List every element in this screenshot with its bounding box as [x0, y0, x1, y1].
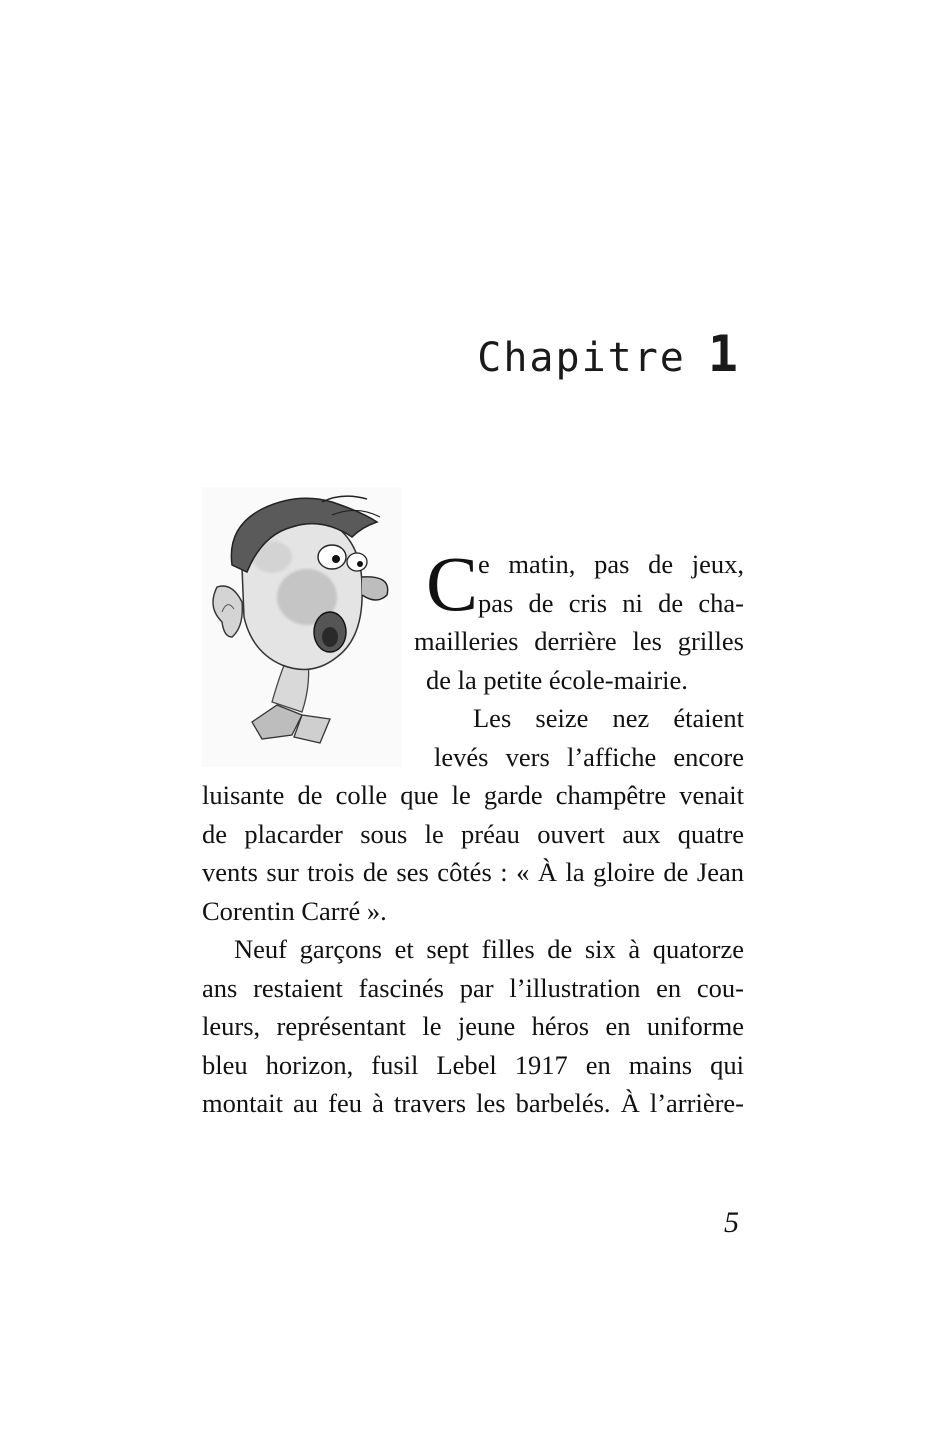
text-line: de la petite école-mairie.: [426, 664, 688, 695]
text-line: vents sur trois de ses côtés : « À la gloire de Jean: [202, 857, 744, 887]
page-number: 5: [724, 1206, 739, 1239]
text-line: luisante de colle que le garde champêtre venait: [202, 780, 744, 810]
chapter-text: [202, 540, 744, 1123]
text-line: Les seize nez étaient: [473, 703, 744, 733]
text-line: leurs, représentant le jeune héros en uniforme: [202, 1011, 744, 1041]
text-line: e matin, pas de jeux,: [478, 549, 744, 579]
drop-cap: C: [426, 540, 479, 627]
text-line: levés vers l’affiche encore: [434, 741, 744, 772]
text-line: montait au feu à travers les barbelés. À l’arrière-: [202, 1088, 744, 1118]
text-line: ans restaient fascinés par l’illustration en cou-: [202, 972, 744, 1003]
chapter-title: [477, 325, 740, 383]
text-line: mailleries derrière les grilles: [414, 626, 744, 656]
text-line: Corentin Carré ».: [202, 895, 387, 926]
chapter-number: 1: [707, 325, 740, 383]
text-line: Neuf garçons et sept filles de six à quatorze: [234, 934, 744, 964]
chapter-word: Chapitre: [477, 335, 686, 381]
text-line: bleu horizon, fusil Lebel 1917 en mains qui: [202, 1049, 744, 1080]
text-line: pas de cris ni de cha-: [478, 587, 744, 618]
text-line: de placarder sous le préau ouvert aux quatre: [202, 818, 744, 849]
